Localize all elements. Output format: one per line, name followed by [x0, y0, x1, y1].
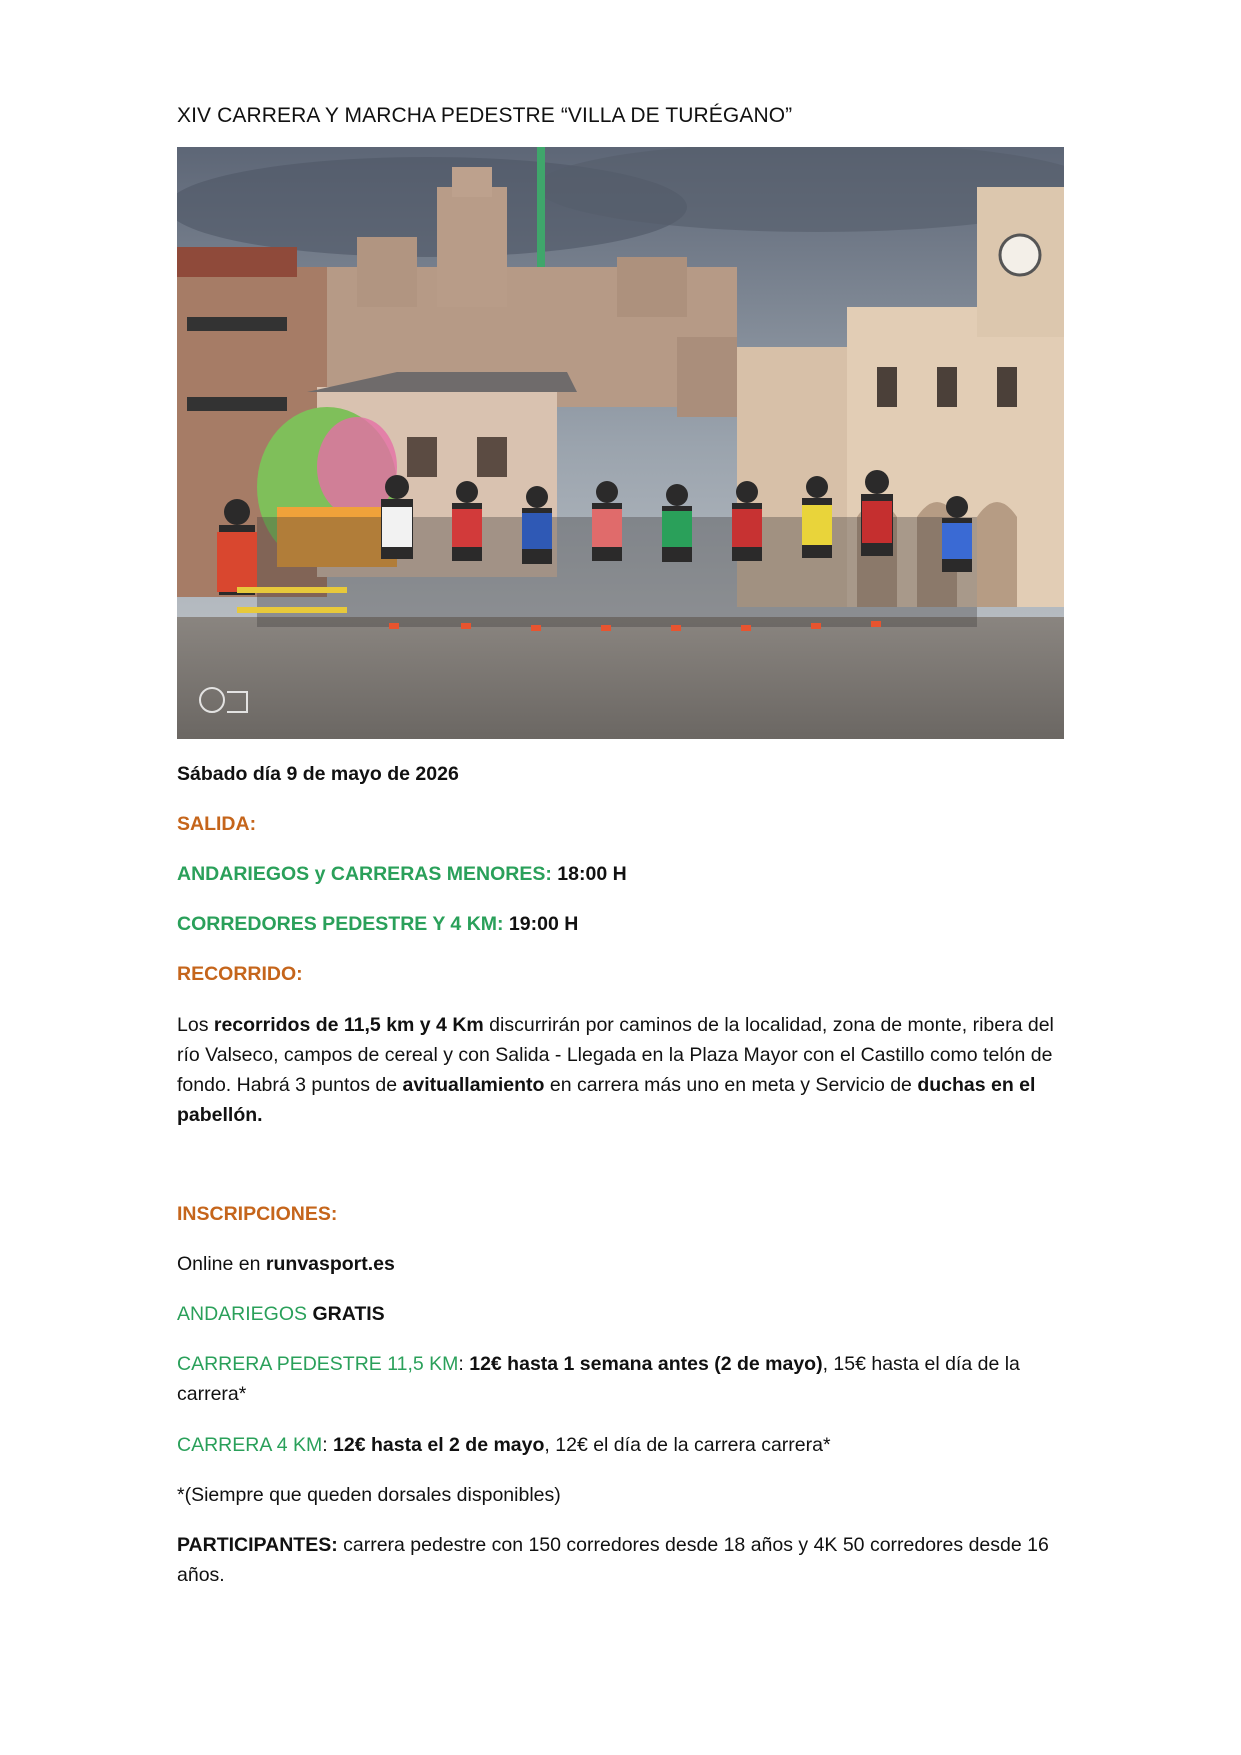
4km-label: CARRERA 4 KM — [177, 1433, 323, 1456]
4km-price: 12€ hasta el 2 de mayo — [327, 1433, 545, 1456]
event-date: Sábado día 9 de mayo de 2026 — [177, 762, 459, 785]
colon: : — [322, 1433, 328, 1456]
spacer — [177, 1151, 1067, 1199]
andariegos-price-line — [177, 1299, 1067, 1329]
text-run-bold: duchas en el pabellón. — [177, 1074, 1036, 1127]
pedestre-price-line — [177, 1349, 1067, 1409]
4km-price-line — [177, 1430, 1067, 1460]
dorsales-note: *(Siempre que queden dorsales disponibles) — [177, 1483, 561, 1506]
salida-time: 18:00 H — [551, 862, 627, 885]
andariegos-price: GRATIS — [307, 1302, 385, 1325]
andariegos-label: ANDARIEGOS — [177, 1302, 308, 1325]
text-run: en carrera más uno en meta y Servicio de — [544, 1074, 918, 1097]
text-run-bold: avituallamiento — [402, 1074, 545, 1097]
text-run: Los — [177, 1013, 214, 1036]
participantes-text: carrera pedestre con 150 corredores desde 18 años y 4K 50 corredores desde 16 años. — [177, 1534, 1049, 1587]
online-text: Online en — [177, 1252, 266, 1275]
text-run: discurrirán por caminos de la localidad, zona de monte, ribera del río Valseco, campos de cereal y con Salida - Llegada en la Plaza Mayor con el Castillo como telón de fondo. Habrá 3 puntos de — [177, 1013, 1054, 1097]
salida-label: ANDARIEGOS y CARRERAS MENORES: — [177, 862, 552, 885]
colon: : — [458, 1353, 464, 1376]
recorrido-heading: RECORRIDO: — [177, 963, 303, 986]
pedestre-label: CARRERA PEDESTRE 11,5 KM — [177, 1353, 459, 1376]
online-line — [177, 1249, 1067, 1279]
salida-time: 19:00 H — [503, 913, 579, 936]
text-run-bold: recorridos de 11,5 km y 4 Km — [213, 1013, 484, 1036]
salida-line-corredores — [177, 909, 1067, 939]
salida-label: CORREDORES PEDESTRE Y 4 KM: — [177, 913, 504, 936]
salida-line-andariegos — [177, 859, 1067, 889]
inscripciones-heading: INSCRIPCIONES: — [177, 1202, 338, 1225]
document-body — [177, 100, 1067, 1610]
document-title: XIV CARRERA Y MARCHA PEDESTRE “VILLA DE TURÉGANO” — [177, 104, 793, 127]
4km-price-rest: , 12€ el día de la carrera carrera* — [544, 1433, 831, 1456]
participantes-label: PARTICIPANTES: — [177, 1534, 338, 1557]
recorrido-paragraph — [177, 1010, 1067, 1131]
race-start-photo — [177, 147, 1064, 739]
pedestre-price-rest: , 15€ hasta el día de la carrera* — [177, 1353, 1020, 1406]
participantes-paragraph — [177, 1530, 1067, 1590]
registration-link[interactable]: runvasport.es — [265, 1252, 395, 1275]
pedestre-price: 12€ hasta 1 semana antes (2 de mayo) — [463, 1353, 823, 1376]
salida-heading: SALIDA: — [177, 812, 257, 835]
